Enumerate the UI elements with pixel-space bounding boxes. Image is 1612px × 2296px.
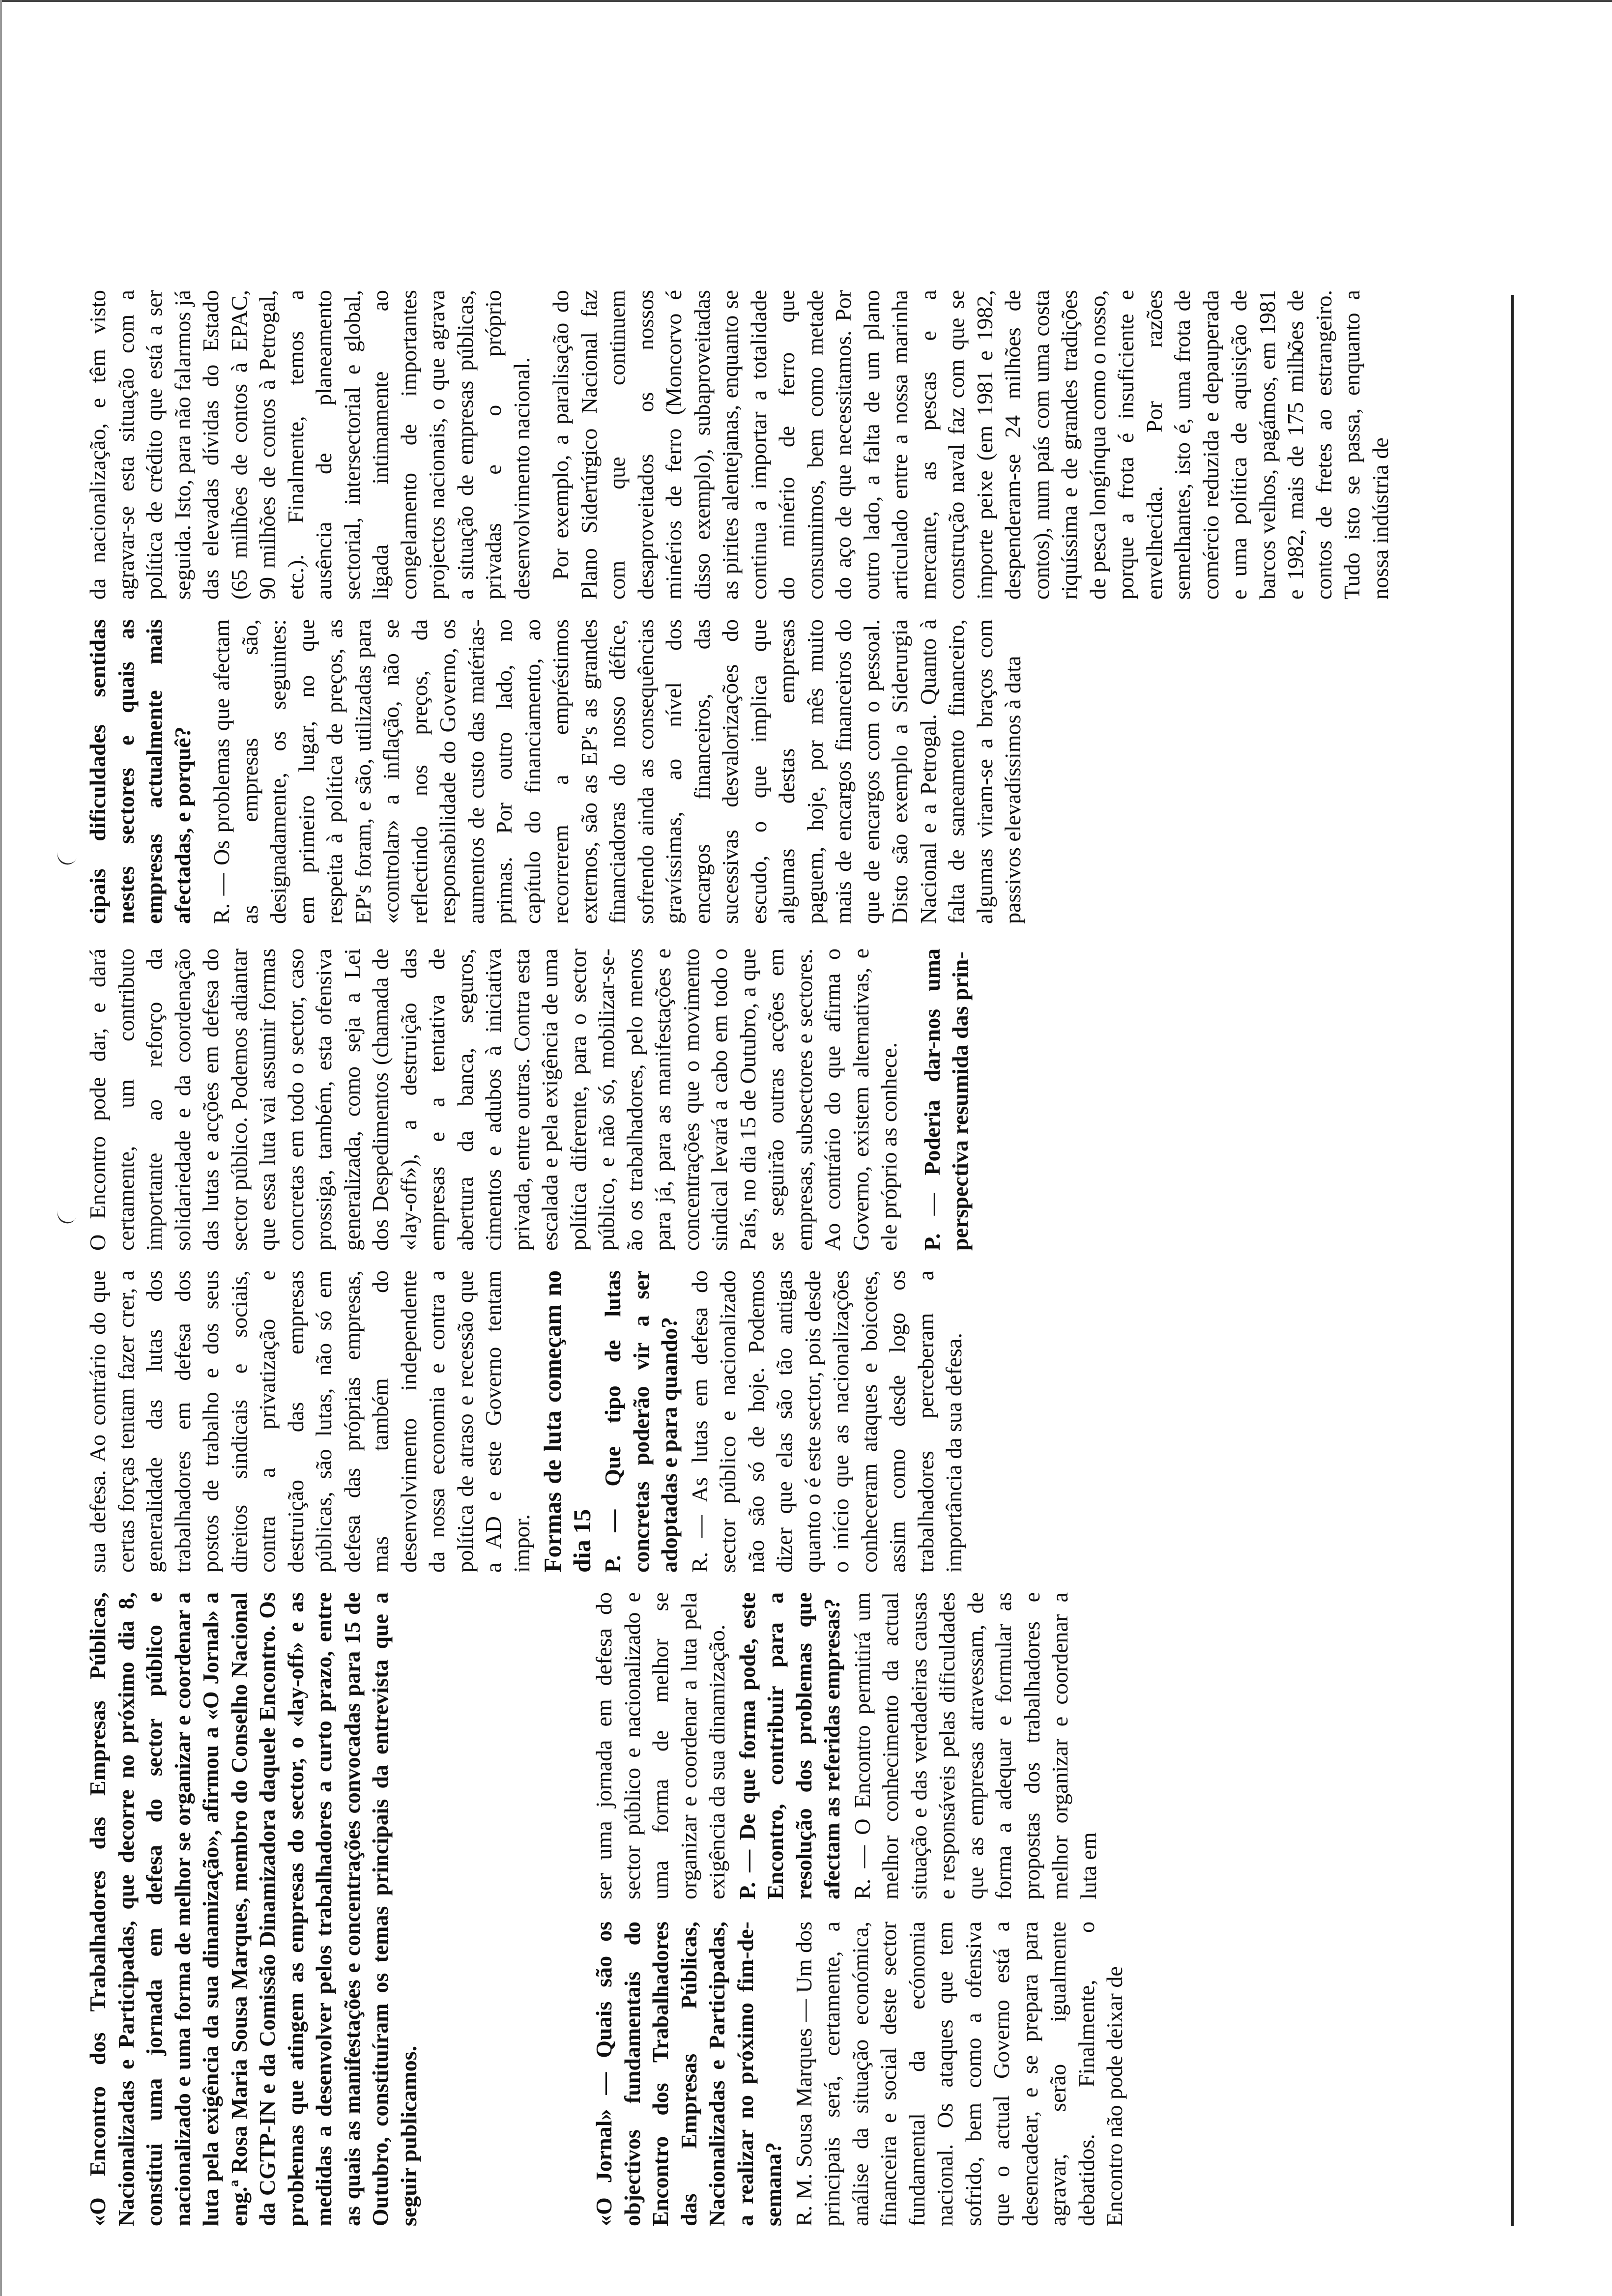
column-1 — [590, 1922, 1129, 2226]
answer: sua defesa. Ao contrário do que certas forças tentam fazer crer, a generalidade das lutas dos trabalhadores em defesa dos postos de trabalho e dos seus direitos sindicais e sociais, contra a privatização e destruição das empresas públicas, são lutas, não só em defesa das próprias empresas, mas também do desenvolvimento independente da nossa economia e contra a política de atraso e recessão que a AD e este Governo tentam impor. — [85, 1270, 534, 1573]
scan-edge-left — [0, 0, 2, 2296]
scan-mark-1 — [55, 847, 78, 867]
answer: ser uma jornada em defesa do sector público e nacionalizado e uma forma de melhor se organizar e coordenar a luta pela exigência da sua dinamização. — [591, 1592, 729, 1899]
column-3 — [84, 1270, 968, 1573]
answer: da nacionalização, e têm visto agravar-se esta situação com a política de crédito que está a ser seguida. Isto, para não falarmos já das elevadas dívidas do Estado (65 milhões de contos à EPAC, 90 milhões de contos à Petrogal, etc.). Finalmente, temos a ausência de planeamento sectorial, intersectorial e global, ligada intimamente ao congelamento de importantes projectos nacionais, o que agrava a situação de empresas públicas, privadas e o próprio desenvolvimento nacional. — [85, 290, 534, 600]
subheading: Formas de luta começam no dia 15 — [539, 1270, 596, 1573]
question: P. — Que tipo de lutas concretas poderão vir a ser adoptadas e para quando? — [600, 1270, 682, 1573]
column-5 — [84, 619, 1027, 924]
answer: R. — O Encontro permitirá um melhor conhecimento da actual situação e das verdadeiras causas e responsáveis pelas dificuldades que as empresas atravessam, de forma a adequar e formular as propostas dos trabalhadores e melhor organizar e coordenar a luta em — [849, 1592, 1101, 1899]
answer: R. — Os problemas que afectam as empresas são, designadamente, os seguintes: em primeiro lugar, no que respeita à política de preços, as EP's foram, e são, utilizadas para «controlar» a inflação, não se reflectindo nos preços, da responsabilidade do Governo, os aumentos de custo das matérias-primas. Por outro lado, no capítulo do financiamento, ao recorrerem a empréstimos externos, são as EP's as grandes financiadoras do nosso défice, sofrendo ainda as consequências gravíssimas, ao nível dos encargos financeiros, das sucessivas desvalorizações do escudo, o que implica que algumas destas empresas paguem, hoje, por mês muito mais de encargos financeiros do que de encargos com o pessoal. Disto são exemplo a Siderurgia Nacional e a Petrogal. Quanto à falta de saneamento financeiro, algumas viram-se a braços com passivos elevadíssimos à data — [209, 619, 1025, 924]
column-6 — [84, 290, 1394, 600]
column-2 — [590, 1592, 1102, 1899]
answer: R. — As lutas em defesa do sector público e nacionalizado não são só de hoje. Podemos dizer que elas são tão antigas quanto o é este sector, pois desde o início que as nacionalizações conheceram ataques e boicotes, assim como desde logo os trabalhadores perceberam a importância da sua defesa. — [687, 1270, 966, 1573]
article-page — [84, 74, 1494, 2226]
answer: R. M. Sousa Marques — Um dos principais será, certamente, a análise da situação económica, financeira e social deste sector fundamental da ecónomia nacional. Os ataques que tem sofrido, bem como a ofensiva que o actual Governo está a desencadear, e se prepara para agravar, serão igualmente debatidos. Finalmente, o Encontro não pode deixar de — [791, 1922, 1127, 2226]
scan-edge-top — [0, 0, 1612, 2]
scan-mark-2 — [55, 1206, 78, 1226]
question: P. — De que forma pode, este Encontro, contribuir para a resolução dos problemas que afectam as referidas empresas? — [734, 1592, 844, 1899]
question: P. — Poderia dar-nos uma perspectiva resumida das prin- — [919, 948, 973, 1251]
rule-line — [1511, 295, 1514, 2226]
question: «O Jornal» — Quais são os objectivos fundamentais do Encontro dos Trabalhadores das Empresas Públicas, Nacionalizadas e Participadas, a realizar no próximo fim-de-semana? — [591, 1922, 786, 2226]
column-4 — [84, 948, 975, 1251]
lead-text: «O Encontro dos Trabalhadores das Empresas Públicas, Nacionalizadas e Participadas, que decorre no próximo dia 8, constitui uma jornada em defesa do sector público e nacionalizado e uma forma de melhor se organizar e coordenar a luta pela exigência da sua dinamização», afirmou a «O Jornal» a eng.ª Rosa Maria Sousa Marques, membro do Conselho Nacional da CGTP-IN e da Comissão Dinamizadora daquele Encontro. Os problemas que atingem as empresas do sector, o «lay-off» e as medidas a desenvolver pelos trabalhadores a curto prazo, entre as quais as manifestações e concentrações convocadas para 15 de Outubro, constituíram os temas principais da entrevista que a seguir publicamos. — [85, 1592, 421, 2226]
lead-paragraph — [84, 1592, 570, 2226]
question: cipais dificuldades sentidas nestes sectores e quais as empresas actualmente mais afectadas, e porquê? — [85, 619, 195, 924]
answer: Por exemplo, a paralisação do Plano Siderúrgico Nacional faz com que continuem desaproveitados os nossos minérios de ferro (Moncorvo é disso exemplo), subaproveitadas as pirites alentejanas, enquanto se continua a importar a totalidade do minério de ferro que consumimos, bem como metade do aço de que necessitamos. Por outro lado, a falta de um plano articulado entre a nossa marinha mercante, as pescas e a construção naval faz com que se importe peixe (em 1981 e 1982, despenderam-se 24 milhões de contos), num país com uma costa riquíssima e de grandes tradições de pesca longínqua como o nosso, porque a frota é insuficiente e envelhecida. Por razões semelhantes, isto é, uma frota de comércio reduzida e depauperada e uma política de aquisição de barcos velhos, pagámos, em 1981 e 1982, mais de 175 milhões de contos de fretes ao estrangeiro. Tudo isto se passa, enquanto a nossa indústria de — [548, 290, 1393, 600]
answer: O Encontro pode dar, e dará certamente, um contributo importante ao reforço da solidariedade e da coordenação das lutas e acções em defesa do sector público. Podemos adiantar que essa luta vai assumir formas concretas em todo o sector, caso prossiga, também, esta ofensiva generalizada, como seja a Lei dos Despedimentos (chamada de «lay-off»), a destruição das empresas e a tentativa de abertura da banca, seguros, cimentos e adubos à iniciativa privada, entre outras. Contra esta escalada e pela exigência de uma política diferente, para o sector público, e não só, mobilizar-se-ão os trabalhadores, pelo menos para já, para as manifestações e concentrações que o movimento sindical levará a cabo em todo o País, no dia 15 de Outubro, a que se seguirão outras acções em empresas, subsectores e sectores. Ao contrário do que afirma o Governo, existem alternativas, e ele próprio as conhece. — [85, 948, 901, 1251]
